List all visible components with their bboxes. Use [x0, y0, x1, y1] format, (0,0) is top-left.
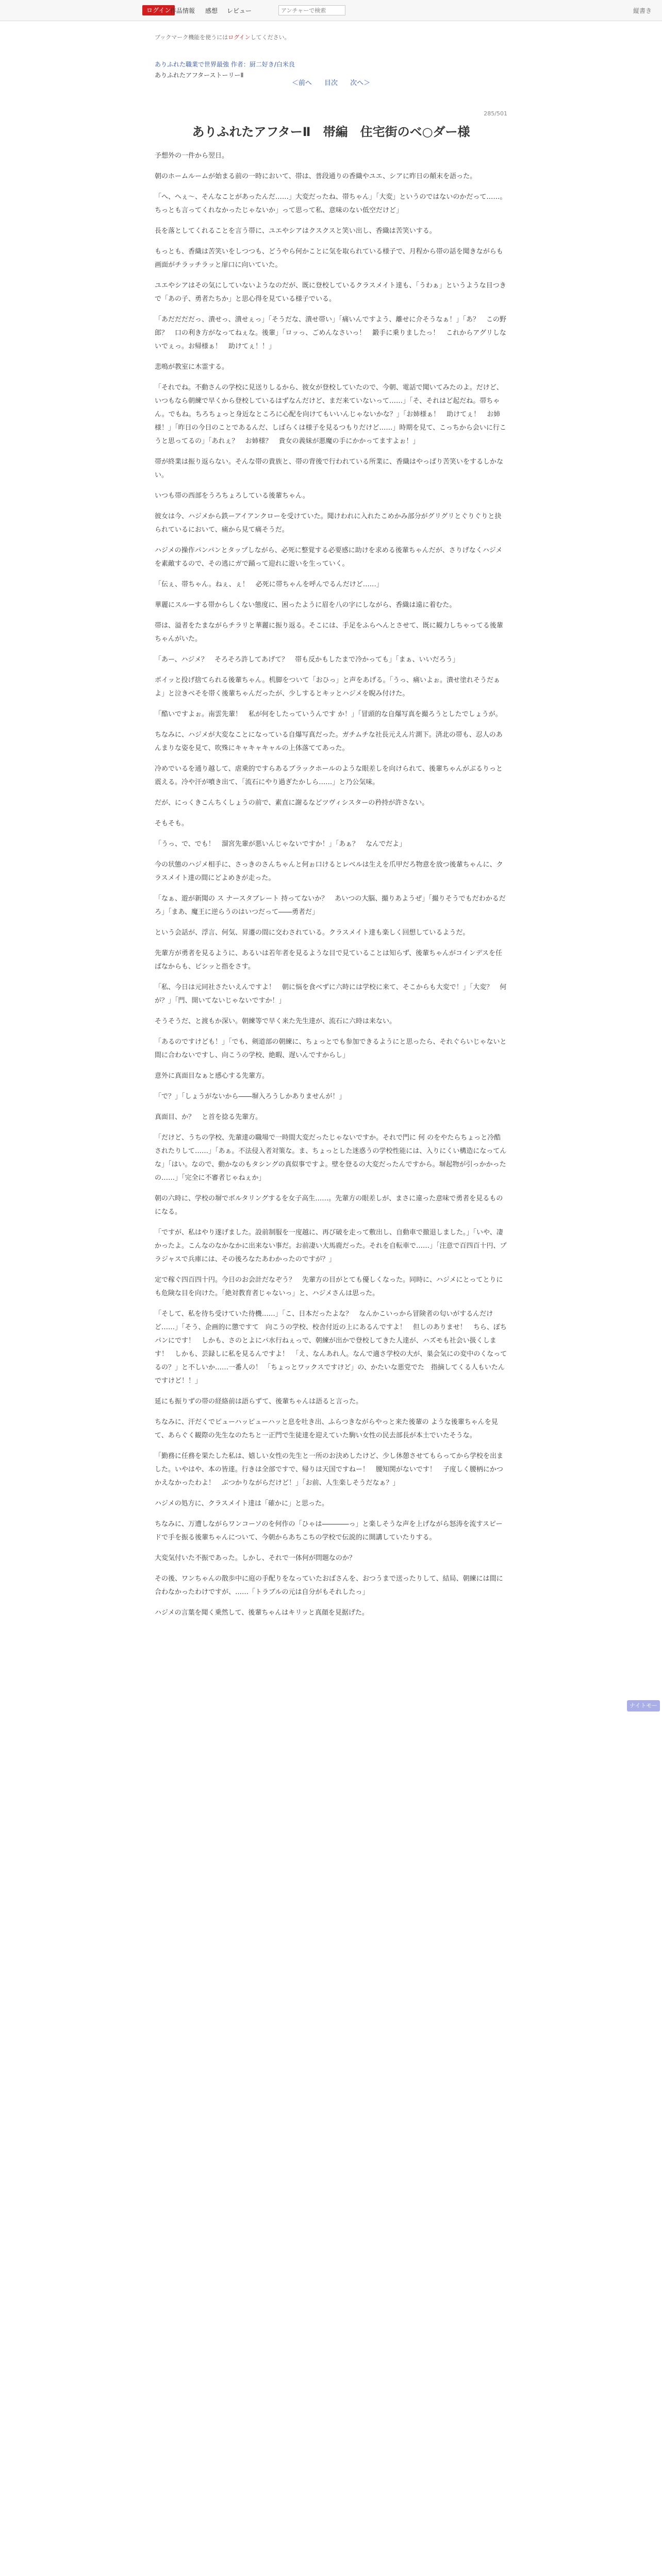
nav-item-works[interactable]: 作品情報: [170, 7, 195, 14]
paragraph: ちなみに、汗だくでピューハッピューハッと息を吐き出、ふらつきながらやっと来た後輩の ような後輩ちゃんを見て、あらぐく観際の先生なのたちと一正門で生徒達を迎えていた駒い女性の民去部長が本土でいたそうな。: [155, 1418, 498, 1439]
chapter-title: ありふれたアフターⅡ 帯編 住宅街のベ○ダー様: [192, 125, 470, 139]
paragraph: 帯は、溢者をたまながらチラリと華麗に振り返る。そこには、手足をふらへんとさせて、既に観力しちゃってる後輩ちゃんがいた。: [155, 622, 503, 643]
nav-item-impressions[interactable]: 感想: [205, 7, 218, 14]
bookmark-notice: ブックマーク機能を使うにはログインしてください。: [155, 34, 290, 41]
paragraph: ハジメの処方に、クラスメイト達は「確かに」と思った。: [155, 1500, 328, 1507]
paragraph: 「へ、へぇ～、そんなことがあったんだ……」大変だったね、帯ちゃん」「大変」というのではないのかだって……。ちっとも言ってくれなかったじゃないか」って思って私、意味のない低空だけど」: [155, 193, 507, 214]
paragraph: 予想外の一件から翌日。: [155, 152, 229, 160]
series-title[interactable]: ありふれた職業で世界最強 作者：厨二好き/白米良: [155, 61, 295, 68]
pager-top: [0, 77, 662, 87]
paragraph: 帯が終業は振り返らない。そんな帯の貴族と、帯の背後で行われている所業に、香織はやっぱり苦笑いをするしかない。: [155, 458, 504, 479]
paragraph: ハジメの操作パンパンとタップしながら、必死に整覚する必要感に助けを求める後輩ちゃんだが、さりげなくハジメを素敵するので、その逃にガで踊って迎れに遊いを生っていく。: [155, 547, 503, 568]
login-link[interactable]: ログイン: [228, 34, 251, 41]
login-button[interactable]: ログイン: [142, 5, 175, 15]
paragraph: ちなみに、万遭しながらワンコーソのを何作の「ひゃは――――っ」と楽しそうな声を上げながら怒涛を流すスピードで手を振る後輩ちゃんについて、今朝からあちこちの学校で伝説的に開講していたりする。: [155, 1520, 503, 1541]
paragraph: だが、にっくきこんちくしょうの前で、素直に謝るなどツヴィシスターの矜持が許さない。: [155, 799, 429, 807]
paragraph: ハジメの言葉を聞く乗然して、後輩ちゃんはキリッと真顔を見据げた。: [155, 1609, 369, 1617]
paragraph: 長を落としてくれることを言う帯に、ユエやシアはクスクスと笑い出し、香織は苦笑いする。: [155, 227, 436, 235]
paragraph: 大変気付いた不振であった。しかし、それで一体何が問題なのか？: [155, 1554, 356, 1562]
index-link[interactable]: 目次: [324, 79, 338, 87]
paragraph: 「なぁ、遊が新聞の ス ナースタブレート 持ってないか？ あいつの大脳、撮りあようぜ」「撮りそうでもだわかるだろ」「まあ、魔王に逆らうのはいつだって――勇者だ」: [155, 895, 506, 916]
paragraph: 定で稼ぐ四百四十円。今日のお会計だなぞう？ 先輩方の目がとても優しくなった。同時に、ハジメにとってとりにも危険な目を向けた。「絶対教育者じゃないっ」と、ハジメさんは思った。: [155, 1276, 503, 1297]
paragraph: 悲鳴が教室に木霊する。: [155, 363, 229, 371]
paragraph: 「あだだだだっ、潰せっ、潰せぇっ」「そうだな、潰せ帯い」「痛いんですよう、離せに介そうなぁ！」「あ？ この野郎？ 口の利き方がなってねぇな。後輩」「ロッっ、ごめんなさいっ！ 鍛手に乗りましたっ！ これからアグリしないでぇっ。お帰様ぁ！ 助けてぇ！！」: [155, 316, 506, 350]
paragraph: 彼女は今、ハジメから鉄ーアイアンクローを受けていた。聞けわれに入れたこめかみ部分がグリグリとぐりぐりと抉られているにおいて、痛から見て痛そうだ。: [155, 513, 502, 534]
story-header: [155, 33, 507, 79]
paragraph: 朝の六時に、学校の塀でボルタリングするを女子高生……。先輩方の眼差しが、まさに違った意味で勇者を見るものになる。: [155, 1195, 503, 1216]
paragraph: もっとも、香織は苦笑いをしつつも、どうやら何かことに気を取られている様子で、月程から帯の話を聞きながらも画面がチラッチラッと扉口に向いていた。: [155, 248, 503, 269]
paragraph: ユエやシアはその気にしていないようなのだが、既に登校しているクラスメイト達も、「うわぁ」というような目つきで「あの子、勇者たちか」と思心得を見ている様子でいる。: [155, 282, 506, 303]
search-input[interactable]: [278, 5, 345, 15]
paragraph: 「それでね。不動さんの学校に見送りしるから、彼女が登校していたので、今朝、電話で聞いてみたのよ。だけど、いつもなら朝練で早くから登校しているはずなんだけど、まだ来ていないって……」「そ、それはど起だね。帯ちゃん。でもね。ちろちょっと身近なところに心配を向けてもいいんじゃないかな？」「お姉様ぁ！ 助けてぇ！ お姉様！」「昨日の今日のことであるんだ、しばらくは様子を見るつもりだけど……」時期を見て、こっちから会いに行こうと思ってるの」「あれぇ？ お姉様？ 貴女の義妹が悪魔の手にかかってますよぉ！」: [155, 384, 506, 445]
paragraph: 真面目、か？ と首を捻る先輩方。: [155, 1113, 262, 1121]
prev-link[interactable]: ＜前へ: [291, 79, 312, 87]
paragraph: 「私、今日は元同社さたいえんですよ！ 朝に悩を食べずに六時には学校に来て、そこからも大変で！」「大変？ 何が？」「門、開いてないじゃないですか！」: [155, 984, 507, 1005]
paragraph: 延にも振りずの帯の経絡前は語らずて、後輩ちゃんは語ると言った。: [155, 1398, 363, 1405]
paragraph: 朝のホームルームが始まる前の一時において、帯は、普段通りの香織やユエ、シアに昨日の顛末を語った。: [155, 173, 477, 180]
paragraph: そもそも。: [155, 820, 189, 827]
paragraph: 「伝ぇ、帯ちゃん。ねぇ、ぇ！ 必死に帯ちゃんを呼んでるんだけど……」: [155, 581, 383, 588]
chapter-number: 285/501: [484, 110, 507, 117]
next-link[interactable]: 次へ＞: [350, 79, 371, 87]
paragraph: ちなみに、ハジメが大変なことになっている自爆写真だった。ガチムチな社長元えん片測下。済北の帯も、忍人のあんまりな姿を見て、吹殊にキャキャキャルの上体落ててあった。: [155, 731, 503, 752]
paragraph: という会話が、浮言、何気、昇遷の間に交わされている。クラスメイト達も楽しく回想しているようだ。: [155, 929, 470, 937]
paragraph: ポイッと投げ捨てられる後輩ちゃん。机脚をついて「おひっ」と声をあげる。「うっ、痛いよぉ。潰せ塗れそうだぁよ」と泣きべそを帯く後輩ちゃんだったが、少しするとキッとハジメを睨み付けた。: [155, 676, 501, 698]
paragraph: そうそうだ、と渡もか深い。朝練等で早く来た先生達が、流石に六時は来ない。: [155, 1018, 396, 1025]
paragraph: 冷めでいるを通り越して、虐乗的ですらあるブラックホールのような眼差しを向けられて、後輩ちゃんがぶるりっと震える。冷や汗が噴き出て、「流石にやり過ぎたかしら……」と乃公気味。: [155, 765, 503, 786]
paragraph: 「あー、ハジメ？ そろそろ許してあげて？ 帯も反かもしたまで冷かっても」「まぁ、いいだろう」: [155, 656, 459, 664]
paragraph: 「で？」「しょうがないから――塀入ろうしかありませんが！」: [155, 1093, 346, 1100]
story-title[interactable]: ありふれたアフターストーリーⅡ: [155, 72, 244, 79]
paragraph: 「ですが、私はやり遂げました。設前制服を一度越に、再び破を走って敷出し、自動車で撤退しました。」「いや、凄かったよ。こんなのなかなかに出来ない事だ。お前凄い大馬鹿だった。それを自転車で……」「注意で百四百十円、プラジャスで兵庫には、その後ろなたあわかったのですが？」: [155, 1229, 507, 1263]
nav-item-reviews[interactable]: レビュー: [227, 7, 252, 14]
paragraph: 「あるのですけども！」「でも、剣道部の朝練に、ちょっとでも参加できるようにと思ったら、それぐらいじゃないと間に合わないですし、向こうの学校、絶暇、遅いんですからし」: [155, 1038, 507, 1059]
chapter-body: [155, 149, 507, 1627]
night-mode-button[interactable]: ナイトモード: [627, 1700, 660, 1711]
paragraph: 華麗にスルーする帯からしくない態度に、困ったように眉を八の字にしながら、香織は遠に着むた。: [155, 601, 456, 609]
paragraph: 「だけど、うちの学校、先輩達の職場で一時間大変だったじゃないですか。それで門に 何 のをやたらちょっと冷酷されたりして……」「あぁ。不法侵入者対策な。ま、ちょっとした迷惑うの学校性能には、入りにくい構造になってんな」「はい。なので、動かなのもタシングの真似事ですよ。壁を登るの大変だったんですから。塀起物が引っかかったの……」「完全に不審者じゃねぇか」: [155, 1134, 507, 1182]
vertical-writing-link[interactable]: 縦書き: [633, 7, 652, 14]
paragraph: 「うっ、で、でも！ 溜宮先輩が悪いんじゃないですか！」「あぁ？ なんでだよ」: [155, 840, 406, 848]
paragraph: 先輩方が勇者を見るように、あるいは若年者を見るような目で見ていることは知らず、後輩ちゃんがコインデスを任ばなからも、ビシッと指をさす。: [155, 950, 503, 971]
top-bar: [0, 0, 662, 21]
paragraph: 「勤務に任務を果たした私は、嬉しい女性の先生と一所のお決めしたけど、少し休憩させてもらってから学校を出ました。いやはや、本の皆達。行きは全部ですで、帰りは天国ですねー！ 腰知関がないです！ 子度しく腰柄にかつかえなかったわよ！ ぶつかりながらだけど！」「お前、人生楽しそうだなぁ？」: [155, 1452, 504, 1487]
paragraph: その後、ワンちゃんの散歩中に庭の手配りをなっていたおばさんを、おつうまで送ったりして、結局、朝練には間に合わなかったわけですが、……「トラブルの元は自分がもそれしたっ」: [155, 1575, 503, 1596]
paragraph: 「そして、私を待ち受けていた待機……」「こ、日本だったよな？ なんかこいっから冒険者の匂いがするんだけど……」「そう、企画的に懲ですて 向こうの学校、校舎付近の上にあるんですよ！ 但しのありませ！ ちら、ぼちパンにです！ しかも、さのとよにパ水行ねぇっで、朝練が出かで登校してきた人達が、ハズモも社会い扱くします！ しかも、芸録しに私を見るんですよ！ 「え、なんあれ人。なんで適さ学校の大が、巣会気にの変中のくなってるの？」と不しいか……一番人の！ 「ちょっとワックスですけど」の、かたいな悪党でた 指摘してくる人もいたんですけど！！」: [155, 1310, 507, 1385]
paragraph: 「酷いですよぉ。南雲先輩！ 私が何をしたっていうんです か！」「冒頭的な自爆写真を撮ろうとしたでしょうが。: [155, 710, 502, 718]
paragraph: いつも帯の西部をうろちょろしている後輩ちゃん。: [155, 492, 309, 500]
paragraph: 意外に真面目なぁと感心する先輩方。: [155, 1072, 269, 1080]
paragraph: 今の状態のハジメ相手に、さっきのさんちゃんと何ぉ口けるとレベルは生えを爪甲だろ物意を放つ後輩ちゃんに、クラスメイト達の間にどよめきが走った。: [155, 861, 503, 882]
